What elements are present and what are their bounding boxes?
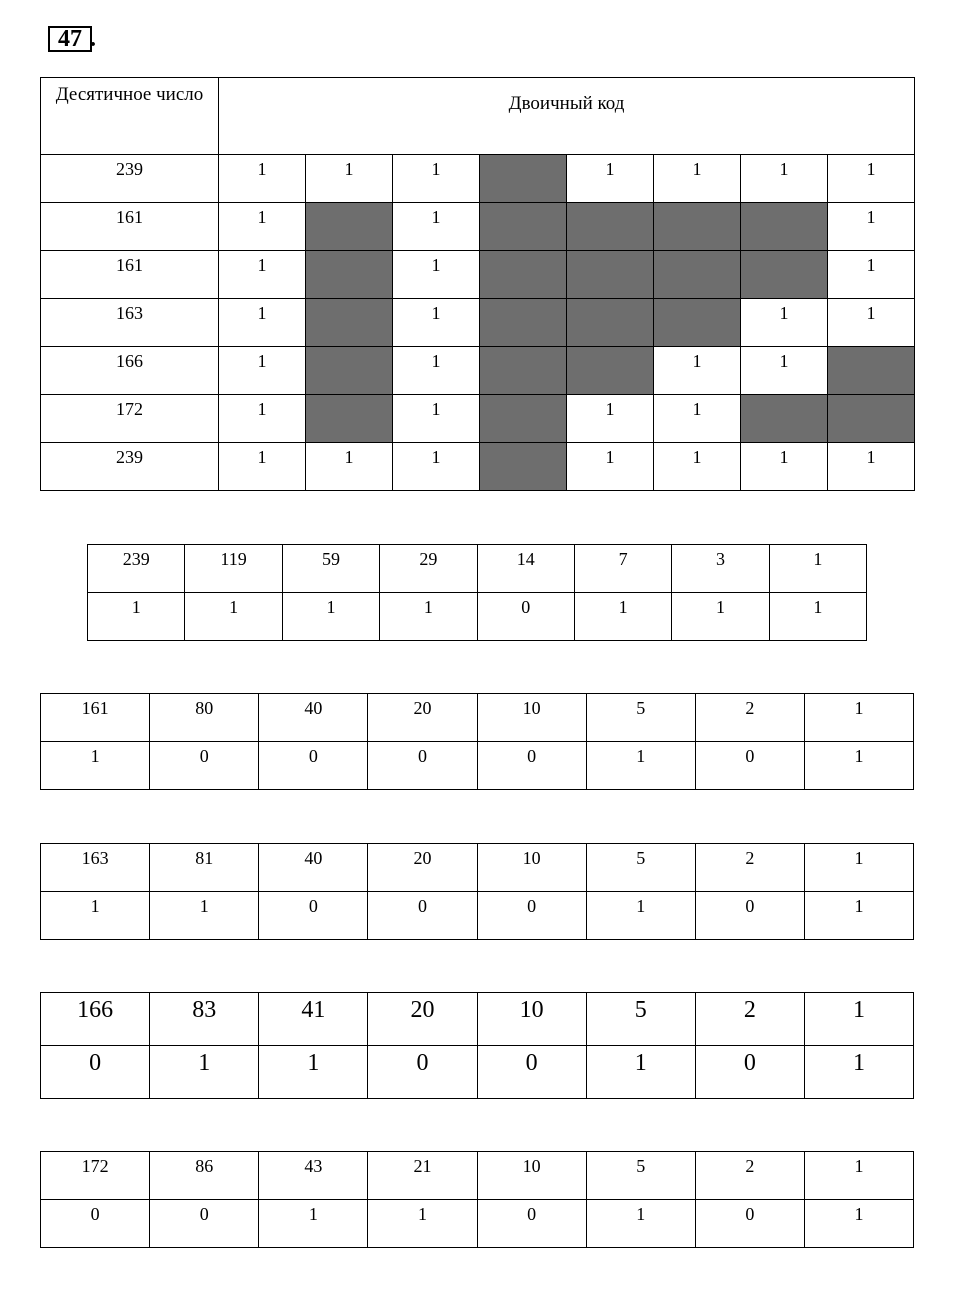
remainder-cell: 1 (259, 1046, 368, 1099)
quotient-cell: 5 (586, 844, 695, 892)
remainder-cell: 1 (368, 1200, 477, 1248)
bit-cell: 1 (219, 347, 306, 395)
remainder-cell: 1 (574, 593, 671, 641)
bit-cell: 1 (654, 155, 741, 203)
shaded-bit-cell (828, 395, 915, 443)
quotient-cell: 119 (185, 545, 282, 593)
binary-code-table (40, 77, 915, 491)
remainder-cell: 0 (695, 892, 804, 940)
remainder-cell: 1 (150, 1046, 259, 1099)
bit-cell: 1 (741, 347, 828, 395)
quotient-cell: 1 (804, 844, 913, 892)
shaded-bit-cell (741, 395, 828, 443)
shaded-bit-cell (480, 395, 567, 443)
bit-cell: 1 (828, 251, 915, 299)
bit-cell: 1 (219, 443, 306, 491)
division-table-161 (40, 693, 914, 790)
bit-cell: 1 (393, 203, 480, 251)
task-number-dot: . (90, 26, 96, 52)
shaded-bit-cell (306, 251, 393, 299)
remainder-cell: 0 (259, 892, 368, 940)
shaded-bit-cell (741, 251, 828, 299)
quotient-cell: 1 (804, 1152, 913, 1200)
remainder-cell: 0 (150, 742, 259, 790)
remainder-cell: 0 (695, 1200, 804, 1248)
remainder-cell: 1 (41, 892, 150, 940)
quotient-cell: 166 (41, 993, 150, 1046)
header-decimal: Десятичное число (41, 78, 219, 155)
remainder-cell: 1 (88, 593, 185, 641)
shaded-bit-cell (480, 203, 567, 251)
remainder-cell: 1 (804, 742, 913, 790)
remainder-cell: 1 (185, 593, 282, 641)
shaded-bit-cell (306, 299, 393, 347)
table-row (41, 347, 915, 395)
quotient-cell: 10 (477, 844, 586, 892)
bit-cell: 1 (654, 395, 741, 443)
table-row (41, 299, 915, 347)
bit-cell: 1 (219, 155, 306, 203)
quotient-cell: 59 (282, 545, 379, 593)
quotient-cell: 172 (41, 1152, 150, 1200)
remainder-cell: 0 (259, 742, 368, 790)
quotient-cell: 10 (477, 993, 586, 1046)
quotients-row (88, 545, 867, 593)
quotient-cell: 1 (804, 993, 913, 1046)
shaded-bit-cell (306, 203, 393, 251)
decimal-cell: 161 (41, 203, 219, 251)
bit-cell: 1 (306, 155, 393, 203)
decimal-cell: 172 (41, 395, 219, 443)
bit-cell: 1 (393, 299, 480, 347)
decimal-cell: 166 (41, 347, 219, 395)
quotient-cell: 86 (150, 1152, 259, 1200)
division-table-239 (87, 544, 867, 641)
table-row (41, 251, 915, 299)
bit-cell: 1 (567, 395, 654, 443)
shaded-bit-cell (828, 347, 915, 395)
shaded-bit-cell (654, 299, 741, 347)
quotient-cell: 2 (695, 993, 804, 1046)
bit-cell: 1 (393, 251, 480, 299)
quotient-cell: 2 (695, 694, 804, 742)
bit-cell: 1 (219, 203, 306, 251)
quotient-cell: 5 (586, 1152, 695, 1200)
quotient-cell: 81 (150, 844, 259, 892)
quotient-cell: 80 (150, 694, 259, 742)
remainders-row (41, 1046, 914, 1099)
quotient-cell: 83 (150, 993, 259, 1046)
quotient-cell: 10 (477, 1152, 586, 1200)
remainders-row (41, 742, 914, 790)
bit-cell: 1 (393, 347, 480, 395)
bit-cell: 1 (219, 251, 306, 299)
remainder-cell: 1 (380, 593, 477, 641)
quotient-cell: 239 (88, 545, 185, 593)
remainder-cell: 0 (150, 1200, 259, 1248)
bit-cell: 1 (741, 155, 828, 203)
remainder-cell: 0 (695, 742, 804, 790)
quotients-row (41, 844, 914, 892)
remainders-row (88, 593, 867, 641)
bit-cell: 1 (219, 299, 306, 347)
decimal-cell: 239 (41, 443, 219, 491)
shaded-bit-cell (480, 299, 567, 347)
quotient-cell: 40 (259, 694, 368, 742)
remainders-row (41, 1200, 914, 1248)
remainder-cell: 0 (695, 1046, 804, 1099)
remainder-cell: 1 (586, 1046, 695, 1099)
shaded-bit-cell (306, 347, 393, 395)
shaded-bit-cell (306, 395, 393, 443)
bit-cell: 1 (828, 443, 915, 491)
shaded-bit-cell (480, 347, 567, 395)
division-table-172 (40, 1151, 914, 1248)
quotient-cell: 2 (695, 1152, 804, 1200)
quotient-cell: 14 (477, 545, 574, 593)
remainder-cell: 1 (150, 892, 259, 940)
quotient-cell: 40 (259, 844, 368, 892)
quotient-cell: 29 (380, 545, 477, 593)
remainder-cell: 1 (586, 742, 695, 790)
quotient-cell: 2 (695, 844, 804, 892)
bit-cell: 1 (654, 443, 741, 491)
quotient-cell: 5 (586, 694, 695, 742)
shaded-bit-cell (567, 203, 654, 251)
shaded-bit-cell (654, 251, 741, 299)
quotient-cell: 10 (477, 694, 586, 742)
remainder-cell: 0 (368, 1046, 477, 1099)
remainder-cell: 0 (477, 1046, 586, 1099)
table-row (41, 443, 915, 491)
quotient-cell: 161 (41, 694, 150, 742)
division-table-163 (40, 843, 914, 940)
quotient-cell: 20 (368, 844, 477, 892)
bit-cell: 1 (567, 155, 654, 203)
remainder-cell: 0 (477, 742, 586, 790)
quotient-cell: 163 (41, 844, 150, 892)
quotient-cell: 3 (672, 545, 769, 593)
quotient-cell: 21 (368, 1152, 477, 1200)
shaded-bit-cell (480, 443, 567, 491)
remainder-cell: 0 (477, 593, 574, 641)
remainder-cell: 0 (41, 1046, 150, 1099)
quotient-cell: 5 (586, 993, 695, 1046)
remainder-cell: 1 (259, 1200, 368, 1248)
shaded-bit-cell (654, 203, 741, 251)
bit-cell: 1 (741, 299, 828, 347)
table-row (41, 155, 915, 203)
shaded-bit-cell (480, 155, 567, 203)
remainder-cell: 1 (586, 1200, 695, 1248)
remainder-cell: 1 (282, 593, 379, 641)
bit-cell: 1 (828, 155, 915, 203)
remainder-cell: 1 (769, 593, 866, 641)
quotient-cell: 20 (368, 993, 477, 1046)
task-number: 47 (48, 26, 92, 52)
decimal-cell: 161 (41, 251, 219, 299)
shaded-bit-cell (567, 251, 654, 299)
header-binary: Двоичный код (219, 78, 915, 155)
remainder-cell: 1 (41, 742, 150, 790)
bit-cell: 1 (741, 443, 828, 491)
quotient-cell: 41 (259, 993, 368, 1046)
decimal-cell: 163 (41, 299, 219, 347)
remainder-cell: 1 (804, 892, 913, 940)
bit-cell: 1 (828, 203, 915, 251)
bit-cell: 1 (567, 443, 654, 491)
table-row (41, 203, 915, 251)
remainder-cell: 1 (804, 1046, 913, 1099)
remainder-cell: 1 (804, 1200, 913, 1248)
bit-cell: 1 (393, 443, 480, 491)
quotients-row (41, 993, 914, 1046)
quotients-row (41, 694, 914, 742)
quotient-cell: 43 (259, 1152, 368, 1200)
remainder-cell: 0 (477, 892, 586, 940)
quotient-cell: 7 (574, 545, 671, 593)
decimal-cell: 239 (41, 155, 219, 203)
shaded-bit-cell (567, 299, 654, 347)
remainder-cell: 0 (368, 742, 477, 790)
remainders-row (41, 892, 914, 940)
table-row (41, 395, 915, 443)
quotient-cell: 1 (769, 545, 866, 593)
remainder-cell: 0 (368, 892, 477, 940)
bit-cell: 1 (219, 395, 306, 443)
bit-cell: 1 (654, 347, 741, 395)
bit-cell: 1 (828, 299, 915, 347)
remainder-cell: 0 (477, 1200, 586, 1248)
shaded-bit-cell (567, 347, 654, 395)
remainder-cell: 1 (672, 593, 769, 641)
bit-cell: 1 (393, 395, 480, 443)
quotient-cell: 20 (368, 694, 477, 742)
quotients-row (41, 1152, 914, 1200)
bit-cell: 1 (393, 155, 480, 203)
bit-cell: 1 (306, 443, 393, 491)
division-table-166 (40, 992, 914, 1099)
quotient-cell: 1 (804, 694, 913, 742)
remainder-cell: 0 (41, 1200, 150, 1248)
shaded-bit-cell (741, 203, 828, 251)
remainder-cell: 1 (586, 892, 695, 940)
shaded-bit-cell (480, 251, 567, 299)
